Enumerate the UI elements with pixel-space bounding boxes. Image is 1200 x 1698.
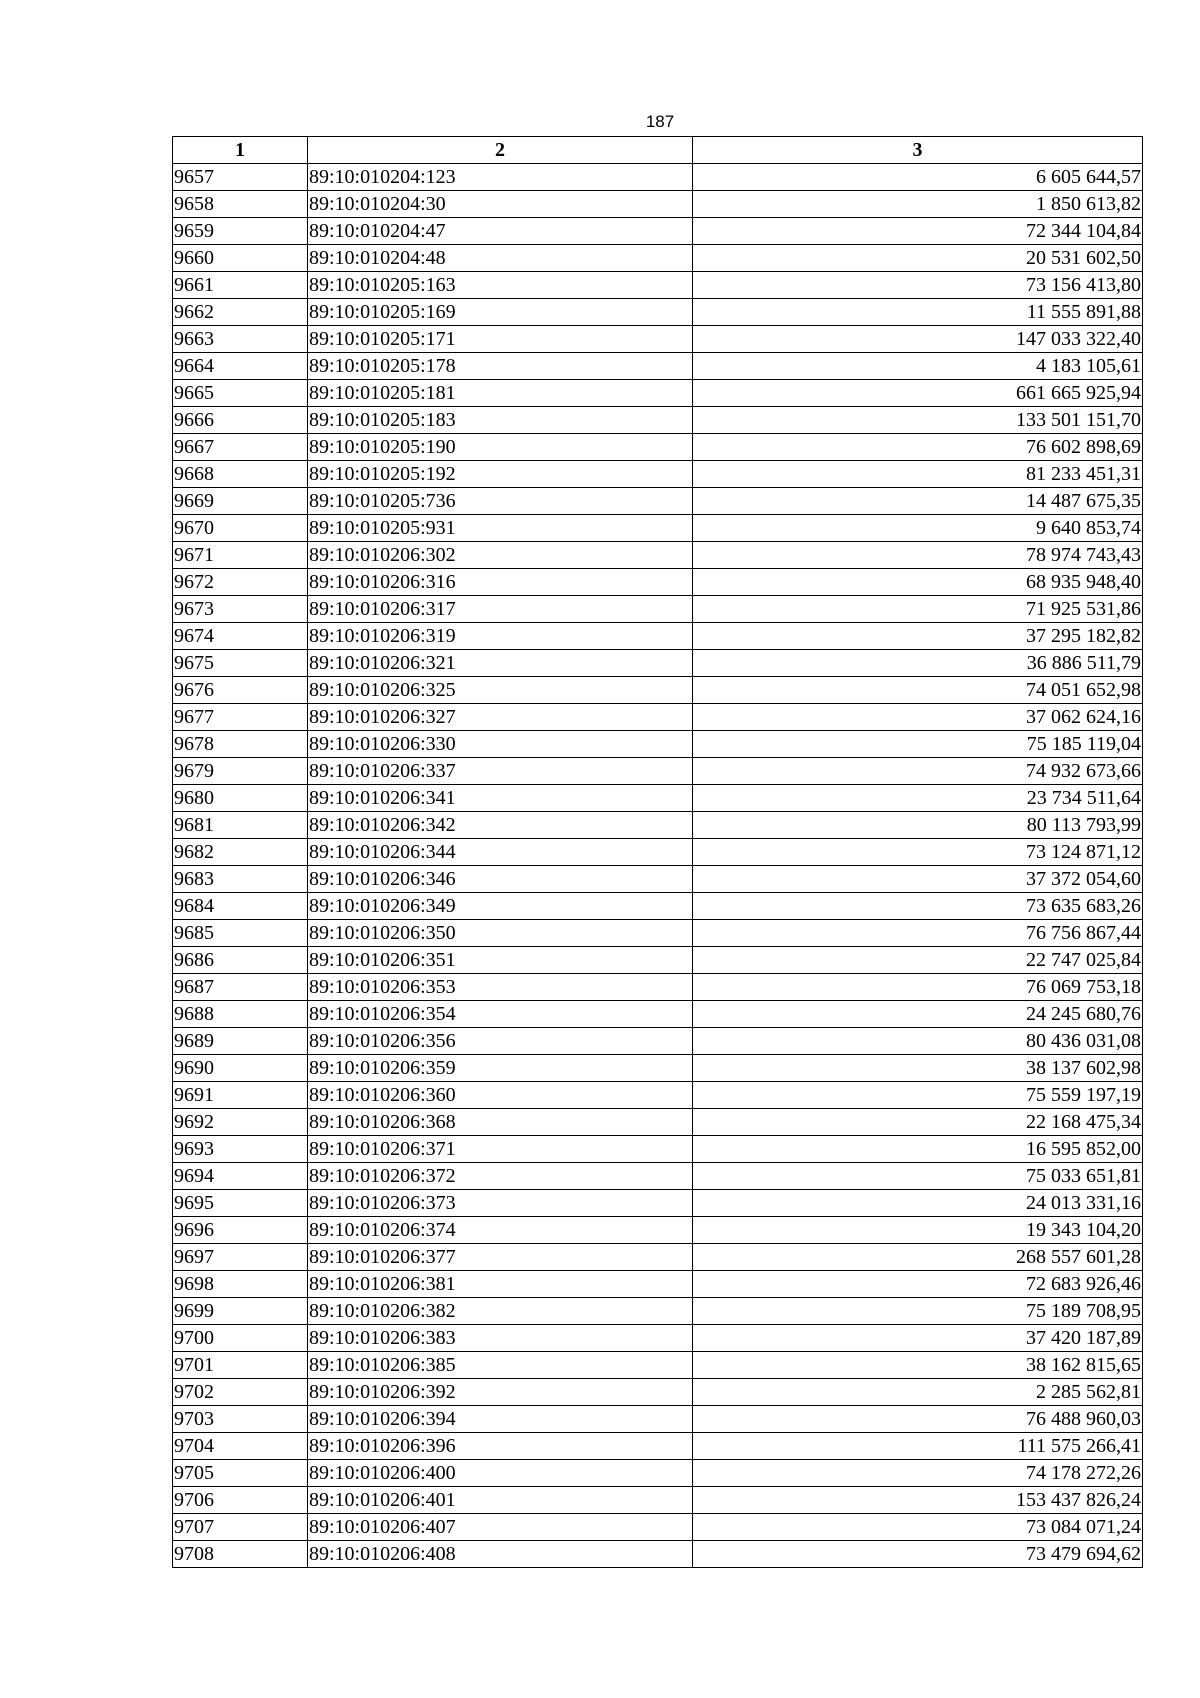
value-cell: 37 062 624,16 bbox=[693, 704, 1143, 731]
value-cell: 72 344 104,84 bbox=[693, 218, 1143, 245]
table-row bbox=[173, 299, 1143, 326]
table-row bbox=[173, 1109, 1143, 1136]
cadastral-number-cell: 89:10:010206:302 bbox=[308, 542, 693, 569]
cadastral-number-cell: 89:10:010206:359 bbox=[308, 1055, 693, 1082]
row-number-cell: 9672 bbox=[173, 569, 308, 596]
table-row bbox=[173, 407, 1143, 434]
row-number-cell: 9668 bbox=[173, 461, 308, 488]
value-cell: 20 531 602,50 bbox=[693, 245, 1143, 272]
table-row bbox=[173, 488, 1143, 515]
row-number-cell: 9701 bbox=[173, 1352, 308, 1379]
cadastral-number-cell: 89:10:010206:401 bbox=[308, 1487, 693, 1514]
table-row bbox=[173, 839, 1143, 866]
cadastral-number-cell: 89:10:010204:48 bbox=[308, 245, 693, 272]
row-number-cell: 9678 bbox=[173, 731, 308, 758]
value-cell: 75 559 197,19 bbox=[693, 1082, 1143, 1109]
table-row bbox=[173, 1433, 1143, 1460]
cadastral-number-cell: 89:10:010206:350 bbox=[308, 920, 693, 947]
value-cell: 75 185 119,04 bbox=[693, 731, 1143, 758]
row-number-cell: 9700 bbox=[173, 1325, 308, 1352]
value-cell: 24 013 331,16 bbox=[693, 1190, 1143, 1217]
value-cell: 4 183 105,61 bbox=[693, 353, 1143, 380]
value-cell: 133 501 151,70 bbox=[693, 407, 1143, 434]
cadastral-number-cell: 89:10:010205:178 bbox=[308, 353, 693, 380]
cadastral-number-cell: 89:10:010205:171 bbox=[308, 326, 693, 353]
row-number-cell: 9665 bbox=[173, 380, 308, 407]
row-number-cell: 9684 bbox=[173, 893, 308, 920]
column-header-1: 1 bbox=[173, 137, 308, 164]
value-cell: 6 605 644,57 bbox=[693, 164, 1143, 191]
value-cell: 73 156 413,80 bbox=[693, 272, 1143, 299]
table-row bbox=[173, 569, 1143, 596]
row-number-cell: 9660 bbox=[173, 245, 308, 272]
row-number-cell: 9702 bbox=[173, 1379, 308, 1406]
value-cell: 24 245 680,76 bbox=[693, 1001, 1143, 1028]
cadastral-number-cell: 89:10:010206:330 bbox=[308, 731, 693, 758]
table-header-row bbox=[173, 137, 1143, 164]
cadastral-number-cell: 89:10:010206:327 bbox=[308, 704, 693, 731]
row-number-cell: 9696 bbox=[173, 1217, 308, 1244]
row-number-cell: 9662 bbox=[173, 299, 308, 326]
row-number-cell: 9659 bbox=[173, 218, 308, 245]
value-cell: 76 069 753,18 bbox=[693, 974, 1143, 1001]
cadastral-number-cell: 89:10:010205:736 bbox=[308, 488, 693, 515]
cadastral-number-cell: 89:10:010206:392 bbox=[308, 1379, 693, 1406]
table-row bbox=[173, 1217, 1143, 1244]
row-number-cell: 9664 bbox=[173, 353, 308, 380]
row-number-cell: 9674 bbox=[173, 623, 308, 650]
row-number-cell: 9706 bbox=[173, 1487, 308, 1514]
row-number-cell: 9671 bbox=[173, 542, 308, 569]
table-row bbox=[173, 164, 1143, 191]
value-cell: 81 233 451,31 bbox=[693, 461, 1143, 488]
table-row bbox=[173, 974, 1143, 1001]
row-number-cell: 9707 bbox=[173, 1514, 308, 1541]
cadastral-number-cell: 89:10:010206:319 bbox=[308, 623, 693, 650]
cadastral-number-cell: 89:10:010205:931 bbox=[308, 515, 693, 542]
row-number-cell: 9704 bbox=[173, 1433, 308, 1460]
row-number-cell: 9686 bbox=[173, 947, 308, 974]
table-row bbox=[173, 1352, 1143, 1379]
value-cell: 14 487 675,35 bbox=[693, 488, 1143, 515]
cadastral-number-cell: 89:10:010206:341 bbox=[308, 785, 693, 812]
cadastral-number-cell: 89:10:010205:163 bbox=[308, 272, 693, 299]
cadastral-number-cell: 89:10:010206:356 bbox=[308, 1028, 693, 1055]
cadastral-number-cell: 89:10:010206:360 bbox=[308, 1082, 693, 1109]
row-number-cell: 9690 bbox=[173, 1055, 308, 1082]
cadastral-number-cell: 89:10:010206:316 bbox=[308, 569, 693, 596]
cadastral-number-cell: 89:10:010206:344 bbox=[308, 839, 693, 866]
table-row bbox=[173, 1487, 1143, 1514]
cadastral-number-cell: 89:10:010206:317 bbox=[308, 596, 693, 623]
cadastral-number-cell: 89:10:010206:407 bbox=[308, 1514, 693, 1541]
table-body bbox=[173, 164, 1143, 1568]
row-number-cell: 9703 bbox=[173, 1406, 308, 1433]
value-cell: 23 734 511,64 bbox=[693, 785, 1143, 812]
table-row bbox=[173, 1325, 1143, 1352]
table-row bbox=[173, 1028, 1143, 1055]
value-cell: 80 436 031,08 bbox=[693, 1028, 1143, 1055]
row-number-cell: 9666 bbox=[173, 407, 308, 434]
cadastral-number-cell: 89:10:010206:346 bbox=[308, 866, 693, 893]
value-cell: 38 137 602,98 bbox=[693, 1055, 1143, 1082]
table-row bbox=[173, 650, 1143, 677]
cadastral-number-cell: 89:10:010206:371 bbox=[308, 1136, 693, 1163]
value-cell: 74 932 673,66 bbox=[693, 758, 1143, 785]
row-number-cell: 9698 bbox=[173, 1271, 308, 1298]
row-number-cell: 9694 bbox=[173, 1163, 308, 1190]
table-row bbox=[173, 623, 1143, 650]
value-cell: 2 285 562,81 bbox=[693, 1379, 1143, 1406]
value-cell: 73 124 871,12 bbox=[693, 839, 1143, 866]
table-row bbox=[173, 380, 1143, 407]
value-cell: 37 420 187,89 bbox=[693, 1325, 1143, 1352]
row-number-cell: 9687 bbox=[173, 974, 308, 1001]
value-cell: 76 488 960,03 bbox=[693, 1406, 1143, 1433]
value-cell: 76 756 867,44 bbox=[693, 920, 1143, 947]
value-cell: 36 886 511,79 bbox=[693, 650, 1143, 677]
table-row bbox=[173, 1055, 1143, 1082]
value-cell: 38 162 815,65 bbox=[693, 1352, 1143, 1379]
table-row bbox=[173, 785, 1143, 812]
cadastral-number-cell: 89:10:010204:47 bbox=[308, 218, 693, 245]
table-row bbox=[173, 866, 1143, 893]
value-cell: 37 295 182,82 bbox=[693, 623, 1143, 650]
table-row bbox=[173, 191, 1143, 218]
cadastral-number-cell: 89:10:010206:408 bbox=[308, 1541, 693, 1568]
row-number-cell: 9691 bbox=[173, 1082, 308, 1109]
table-row bbox=[173, 542, 1143, 569]
row-number-cell: 9658 bbox=[173, 191, 308, 218]
column-header-2: 2 bbox=[308, 137, 693, 164]
row-number-cell: 9692 bbox=[173, 1109, 308, 1136]
cadastral-number-cell: 89:10:010206:337 bbox=[308, 758, 693, 785]
cadastral-number-cell: 89:10:010206:353 bbox=[308, 974, 693, 1001]
cadastral-number-cell: 89:10:010206:372 bbox=[308, 1163, 693, 1190]
row-number-cell: 9680 bbox=[173, 785, 308, 812]
table-row bbox=[173, 515, 1143, 542]
value-cell: 37 372 054,60 bbox=[693, 866, 1143, 893]
table-row bbox=[173, 677, 1143, 704]
table-row bbox=[173, 1082, 1143, 1109]
table-row bbox=[173, 893, 1143, 920]
row-number-cell: 9708 bbox=[173, 1541, 308, 1568]
cadastral-number-cell: 89:10:010204:30 bbox=[308, 191, 693, 218]
table-row bbox=[173, 1163, 1143, 1190]
value-cell: 73 479 694,62 bbox=[693, 1541, 1143, 1568]
cadastral-number-cell: 89:10:010206:351 bbox=[308, 947, 693, 974]
cadastral-number-cell: 89:10:010205:181 bbox=[308, 380, 693, 407]
table-row bbox=[173, 1190, 1143, 1217]
table-row bbox=[173, 1460, 1143, 1487]
value-cell: 22 747 025,84 bbox=[693, 947, 1143, 974]
cadastral-number-cell: 89:10:010206:374 bbox=[308, 1217, 693, 1244]
value-cell: 73 084 071,24 bbox=[693, 1514, 1143, 1541]
table-row bbox=[173, 353, 1143, 380]
table-row bbox=[173, 461, 1143, 488]
cadastral-number-cell: 89:10:010206:377 bbox=[308, 1244, 693, 1271]
value-cell: 1 850 613,82 bbox=[693, 191, 1143, 218]
cadastral-number-cell: 89:10:010206:382 bbox=[308, 1298, 693, 1325]
cadastral-number-cell: 89:10:010206:321 bbox=[308, 650, 693, 677]
value-cell: 661 665 925,94 bbox=[693, 380, 1143, 407]
value-cell: 73 635 683,26 bbox=[693, 893, 1143, 920]
table-row bbox=[173, 272, 1143, 299]
cadastral-number-cell: 89:10:010206:400 bbox=[308, 1460, 693, 1487]
row-number-cell: 9675 bbox=[173, 650, 308, 677]
cadastral-number-cell: 89:10:010206:349 bbox=[308, 893, 693, 920]
cadastral-number-cell: 89:10:010205:192 bbox=[308, 461, 693, 488]
value-cell: 71 925 531,86 bbox=[693, 596, 1143, 623]
table-row bbox=[173, 1406, 1143, 1433]
cadastral-number-cell: 89:10:010206:396 bbox=[308, 1433, 693, 1460]
table-row bbox=[173, 1001, 1143, 1028]
table-row bbox=[173, 1271, 1143, 1298]
value-cell: 19 343 104,20 bbox=[693, 1217, 1143, 1244]
row-number-cell: 9670 bbox=[173, 515, 308, 542]
table-row bbox=[173, 1514, 1143, 1541]
value-cell: 9 640 853,74 bbox=[693, 515, 1143, 542]
table-row bbox=[173, 434, 1143, 461]
value-cell: 74 051 652,98 bbox=[693, 677, 1143, 704]
cadastral-number-cell: 89:10:010206:368 bbox=[308, 1109, 693, 1136]
value-cell: 147 033 322,40 bbox=[693, 326, 1143, 353]
value-cell: 76 602 898,69 bbox=[693, 434, 1143, 461]
cadastral-number-cell: 89:10:010206:325 bbox=[308, 677, 693, 704]
table-row bbox=[173, 758, 1143, 785]
row-number-cell: 9689 bbox=[173, 1028, 308, 1055]
table-row bbox=[173, 326, 1143, 353]
value-cell: 75 033 651,81 bbox=[693, 1163, 1143, 1190]
table-row bbox=[173, 947, 1143, 974]
row-number-cell: 9693 bbox=[173, 1136, 308, 1163]
table-row bbox=[173, 1541, 1143, 1568]
table-row bbox=[173, 731, 1143, 758]
row-number-cell: 9673 bbox=[173, 596, 308, 623]
row-number-cell: 9667 bbox=[173, 434, 308, 461]
cadastral-number-cell: 89:10:010206:342 bbox=[308, 812, 693, 839]
value-cell: 111 575 266,41 bbox=[693, 1433, 1143, 1460]
row-number-cell: 9657 bbox=[173, 164, 308, 191]
cadastral-number-cell: 89:10:010205:169 bbox=[308, 299, 693, 326]
row-number-cell: 9677 bbox=[173, 704, 308, 731]
row-number-cell: 9683 bbox=[173, 866, 308, 893]
table-row bbox=[173, 1379, 1143, 1406]
row-number-cell: 9685 bbox=[173, 920, 308, 947]
cadastral-number-cell: 89:10:010205:183 bbox=[308, 407, 693, 434]
table-row bbox=[173, 812, 1143, 839]
table-row bbox=[173, 245, 1143, 272]
row-number-cell: 9661 bbox=[173, 272, 308, 299]
value-cell: 268 557 601,28 bbox=[693, 1244, 1143, 1271]
value-cell: 80 113 793,99 bbox=[693, 812, 1143, 839]
row-number-cell: 9669 bbox=[173, 488, 308, 515]
value-cell: 153 437 826,24 bbox=[693, 1487, 1143, 1514]
table-row bbox=[173, 1244, 1143, 1271]
row-number-cell: 9688 bbox=[173, 1001, 308, 1028]
data-table bbox=[172, 136, 1143, 1568]
cadastral-number-cell: 89:10:010204:123 bbox=[308, 164, 693, 191]
value-cell: 11 555 891,88 bbox=[693, 299, 1143, 326]
row-number-cell: 9679 bbox=[173, 758, 308, 785]
row-number-cell: 9699 bbox=[173, 1298, 308, 1325]
table-row bbox=[173, 704, 1143, 731]
value-cell: 16 595 852,00 bbox=[693, 1136, 1143, 1163]
row-number-cell: 9682 bbox=[173, 839, 308, 866]
row-number-cell: 9663 bbox=[173, 326, 308, 353]
table-row bbox=[173, 1136, 1143, 1163]
cadastral-number-cell: 89:10:010206:373 bbox=[308, 1190, 693, 1217]
value-cell: 68 935 948,40 bbox=[693, 569, 1143, 596]
row-number-cell: 9676 bbox=[173, 677, 308, 704]
value-cell: 22 168 475,34 bbox=[693, 1109, 1143, 1136]
table-row bbox=[173, 1298, 1143, 1325]
column-header-3: 3 bbox=[693, 137, 1143, 164]
row-number-cell: 9695 bbox=[173, 1190, 308, 1217]
cadastral-number-cell: 89:10:010206:354 bbox=[308, 1001, 693, 1028]
cadastral-number-cell: 89:10:010206:385 bbox=[308, 1352, 693, 1379]
cadastral-number-cell: 89:10:010206:394 bbox=[308, 1406, 693, 1433]
table-row bbox=[173, 596, 1143, 623]
row-number-cell: 9697 bbox=[173, 1244, 308, 1271]
value-cell: 78 974 743,43 bbox=[693, 542, 1143, 569]
cadastral-number-cell: 89:10:010206:383 bbox=[308, 1325, 693, 1352]
cadastral-number-cell: 89:10:010205:190 bbox=[308, 434, 693, 461]
value-cell: 74 178 272,26 bbox=[693, 1460, 1143, 1487]
page-number: 187 bbox=[645, 112, 675, 131]
row-number-cell: 9705 bbox=[173, 1460, 308, 1487]
table-row bbox=[173, 920, 1143, 947]
value-cell: 75 189 708,95 bbox=[693, 1298, 1143, 1325]
cadastral-number-cell: 89:10:010206:381 bbox=[308, 1271, 693, 1298]
value-cell: 72 683 926,46 bbox=[693, 1271, 1143, 1298]
row-number-cell: 9681 bbox=[173, 812, 308, 839]
table-row bbox=[173, 218, 1143, 245]
